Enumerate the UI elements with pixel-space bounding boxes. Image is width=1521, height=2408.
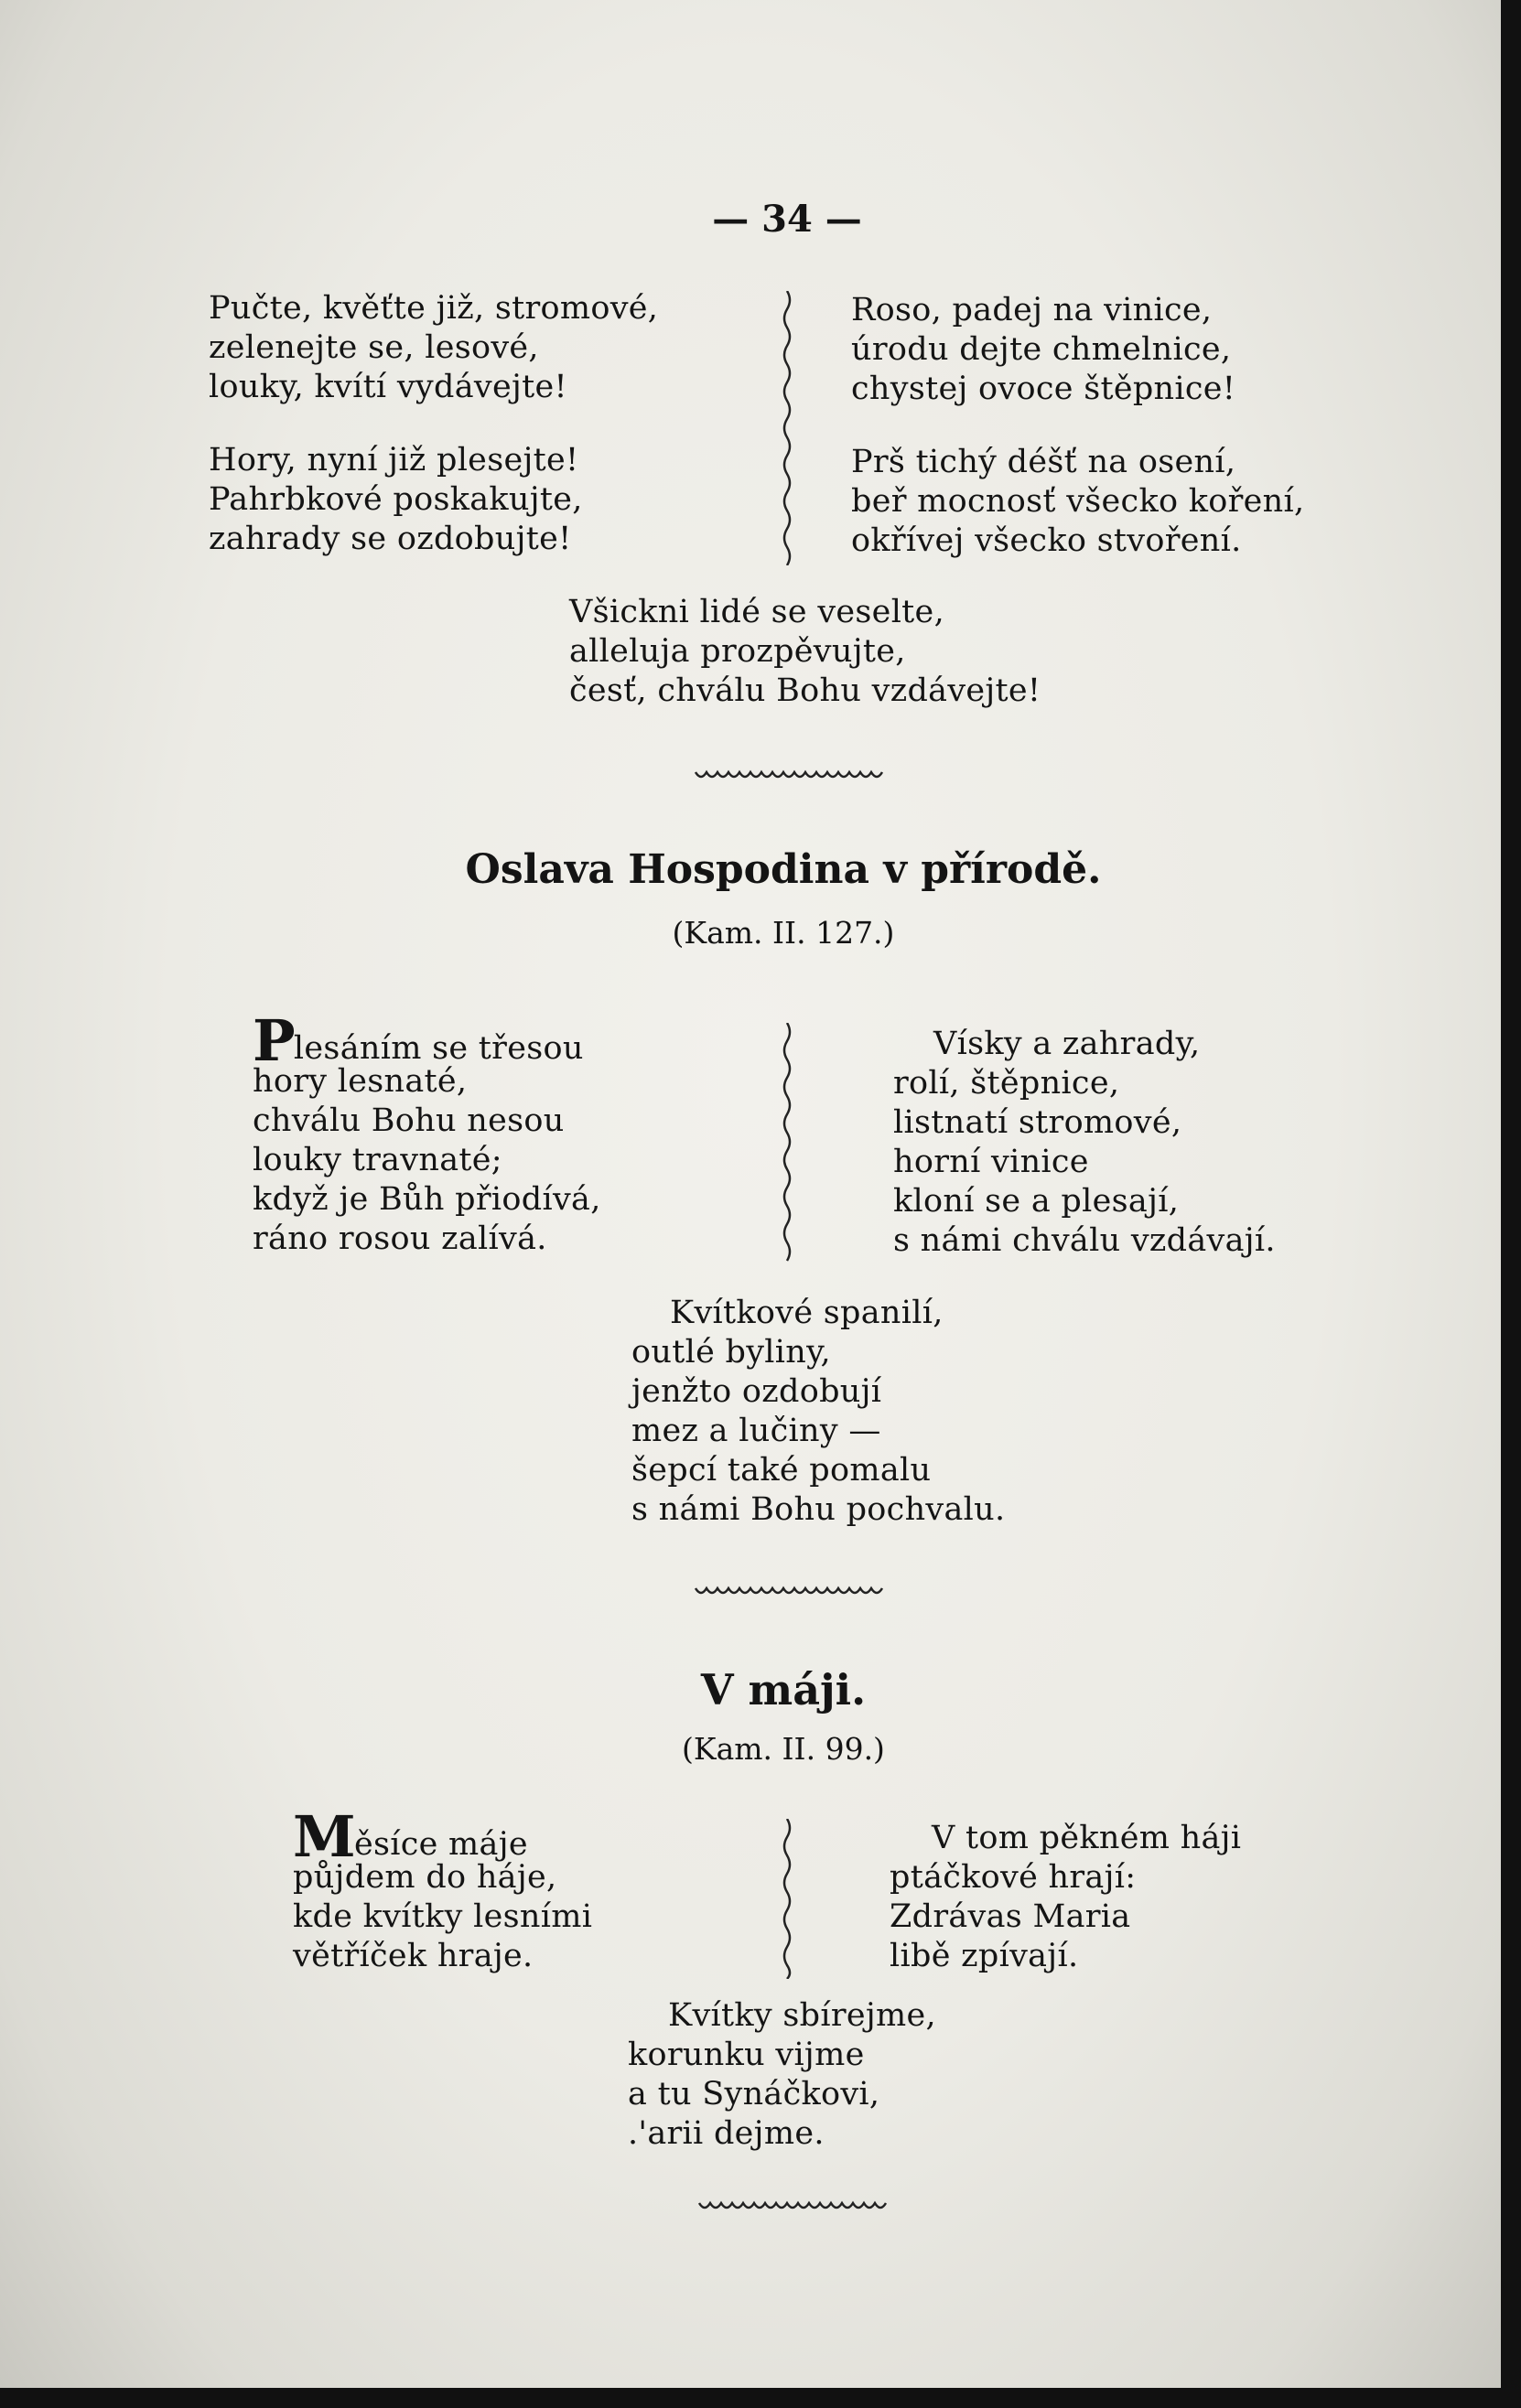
verse-line: ptáčkové hrají: xyxy=(890,1859,1137,1896)
verse-line: Pučte, kvěťte již, stromové, xyxy=(209,290,659,327)
verse-line: s námi chválu vzdávají. xyxy=(893,1222,1276,1259)
ornament-divider xyxy=(694,767,886,785)
page-number: — 34 — xyxy=(712,198,862,241)
verse-line: Prš tichý déšť na osení, xyxy=(851,444,1236,480)
column-brace xyxy=(778,1819,796,1979)
verse-line: kloní se a plesají, xyxy=(893,1183,1180,1220)
verse-line: zelenejte se, lesové, xyxy=(209,329,539,366)
center-stanza xyxy=(631,1294,1005,1530)
verse-line: větříček hraje. xyxy=(293,1938,534,1974)
verse-line: Kvítky sbírejme, xyxy=(668,1997,936,2034)
verse-line: Pahrbkové poskakujte, xyxy=(209,481,583,518)
verse-line: chválu Bohu nesou xyxy=(253,1102,565,1139)
center-stanza xyxy=(628,1996,936,2154)
verse-line: kde kvítky lesními xyxy=(293,1898,593,1935)
left-stanza-1 xyxy=(209,289,658,407)
verse-line: alleluja prozpěvujte, xyxy=(569,633,906,670)
poem-title: V máji. xyxy=(700,1665,867,1715)
scan-edge-bottom xyxy=(0,2388,1521,2408)
verse-line: outlé byliny, xyxy=(631,1334,831,1371)
left-stanza-2 xyxy=(209,441,583,559)
right-stanza xyxy=(893,1025,1276,1261)
verse-line: Kvítkové spanilí, xyxy=(670,1295,944,1331)
verse-line: hory lesnaté, xyxy=(253,1063,468,1100)
verse-line: louky travnaté; xyxy=(253,1142,502,1178)
verse-line: rolí, štěpnice, xyxy=(893,1065,1120,1102)
drop-cap: P xyxy=(253,1007,296,1074)
right-stanza-2 xyxy=(851,443,1304,561)
verse-line: ráno rosou zalívá. xyxy=(253,1220,547,1257)
left-stanza xyxy=(253,1007,601,1259)
verse-line: horní vinice xyxy=(893,1144,1089,1180)
verse-line: s námi Bohu pochvalu. xyxy=(631,1491,1006,1528)
scan-edge-right xyxy=(1501,0,1521,2408)
verse-line-first xyxy=(253,1007,601,1074)
verse-line-first xyxy=(293,1803,592,1870)
verse-line: šepcí také pomalu xyxy=(631,1452,932,1489)
ornament-divider xyxy=(694,1583,886,1601)
right-stanza xyxy=(890,1819,1241,1976)
left-stanza xyxy=(293,1803,593,1976)
ornament-divider xyxy=(697,2198,890,2216)
verse-line: Roso, padej na vinice, xyxy=(851,292,1213,328)
verse-line: Hory, nyní již plesejte! xyxy=(209,442,579,478)
verse-line: listnatí stromové, xyxy=(893,1104,1182,1141)
verse-line-rest: lesáním se třesou xyxy=(293,1030,584,1067)
drop-cap: M xyxy=(293,1803,356,1870)
right-stanza-1 xyxy=(851,291,1235,409)
verse-line: Zdrávas Maria xyxy=(890,1898,1131,1935)
verse-line: a tu Synáčkovi, xyxy=(628,2076,880,2112)
verse-line: zahrady se ozdobujte! xyxy=(209,521,572,557)
verse-line: mez a lučiny — xyxy=(631,1413,881,1449)
poem-source: (Kam. II. 127.) xyxy=(672,915,895,951)
verse-line: chystej ovoce štěpnice! xyxy=(851,371,1236,407)
verse-line: beř mocnosť všecko koření, xyxy=(851,483,1305,520)
verse-line: Všickni lidé se veselte, xyxy=(569,594,944,630)
verse-line-rest: ěsíce máje xyxy=(353,1826,528,1863)
verse-line: libě zpívají. xyxy=(890,1938,1079,1974)
poem-source: (Kam. II. 99.) xyxy=(682,1731,885,1767)
verse-line: půjdem do háje, xyxy=(293,1859,557,1896)
verse-line: V tom pěkném háji xyxy=(932,1820,1242,1856)
verse-line: Vísky a zahrady, xyxy=(933,1026,1201,1062)
center-stanza xyxy=(569,593,1041,711)
verse-line: korunku vijme xyxy=(628,2037,865,2073)
verse-line: česť, chválu Bohu vzdávejte! xyxy=(569,672,1041,709)
verse-line: když je Bůh přiodívá, xyxy=(253,1181,601,1218)
poem-title: Oslava Hospodina v přírodě. xyxy=(465,846,1102,893)
verse-line: jenžto ozdobují xyxy=(631,1373,882,1410)
verse-line: úrodu dejte chmelnice, xyxy=(851,331,1232,368)
column-brace xyxy=(778,1023,796,1263)
column-brace xyxy=(778,291,796,565)
verse-line: okřívej všecko stvoření. xyxy=(851,522,1242,559)
verse-line: .'arii dejme. xyxy=(628,2115,825,2152)
verse-line: louky, kvítí vydávejte! xyxy=(209,369,567,405)
